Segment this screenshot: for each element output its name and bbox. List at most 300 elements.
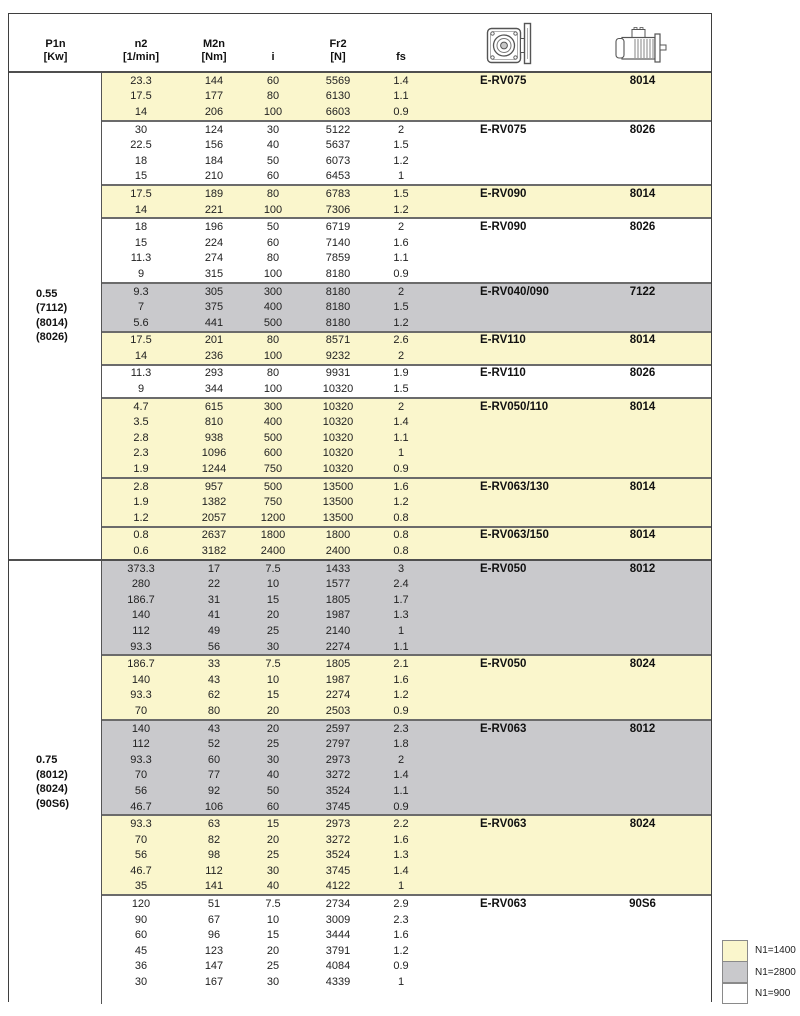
i-cell: 80 [266, 90, 280, 103]
fr2-cell: 3524 [325, 784, 351, 797]
i-cell: 20 [266, 609, 280, 622]
n2-cell: 45 [134, 944, 148, 957]
i-cell: 100 [263, 383, 283, 396]
m2n-cell: 1382 [201, 496, 227, 509]
motor-cell: 8014 [629, 480, 656, 493]
table-row [102, 479, 711, 495]
p1n-label-line: 0.75 [36, 754, 58, 767]
n2-cell: 90 [134, 913, 148, 926]
i-cell: 25 [266, 738, 280, 751]
table-row [102, 137, 711, 153]
model-cell: E-RV063 [480, 722, 527, 735]
motor-cell: 8024 [629, 818, 656, 831]
model-cell: E-RV075 [480, 74, 527, 87]
fs-cell: 2.3 [393, 722, 409, 735]
i-cell: 80 [266, 367, 280, 380]
n2-cell: 140 [131, 722, 151, 735]
table-row [102, 543, 711, 559]
m2n-cell: 375 [204, 301, 224, 314]
m2n-cell: 144 [204, 74, 224, 87]
table-row [102, 73, 711, 89]
table-row [102, 927, 711, 943]
n2-cell: 17.5 [130, 187, 152, 200]
i-cell: 500 [263, 431, 283, 444]
n2-cell: 1.9 [133, 463, 149, 476]
fr2-cell: 6073 [325, 154, 351, 167]
fr2-cell: 6453 [325, 170, 351, 183]
motor-cell: 8026 [629, 367, 656, 380]
section-data-area [102, 561, 711, 1004]
m2n-cell: 98 [207, 849, 221, 862]
column-header-p1n [9, 38, 102, 71]
fs-cell: 1.3 [393, 609, 409, 622]
fr2-cell: 9931 [325, 367, 351, 380]
electric-motor-icon [615, 27, 667, 63]
legend-label: N1=900 [755, 988, 791, 1000]
m2n-cell: 67 [207, 913, 221, 926]
n2-cell: 15 [134, 170, 148, 183]
fs-cell: 1 [397, 880, 405, 893]
column-header-n2 [102, 38, 180, 71]
ratio-group [102, 364, 711, 397]
table-row [102, 284, 711, 300]
column-header-fr2-name: Fr2 [329, 38, 347, 50]
table-row [102, 736, 711, 752]
table-row [102, 848, 711, 864]
n2-cell: 15 [134, 236, 148, 249]
i-cell: 300 [263, 400, 283, 413]
fs-cell: 1.6 [393, 480, 409, 493]
fr2-cell: 3745 [325, 800, 351, 813]
fs-cell: 0.8 [393, 545, 409, 558]
i-cell: 50 [266, 221, 280, 234]
table-row [102, 89, 711, 105]
i-cell: 7.5 [265, 898, 281, 911]
m2n-cell: 123 [204, 944, 224, 957]
column-header-fs [378, 51, 424, 71]
i-cell: 100 [263, 267, 283, 280]
m2n-cell: 156 [204, 139, 224, 152]
fr2-cell: 1987 [325, 609, 351, 622]
table-row [102, 153, 711, 169]
table-row [102, 688, 711, 704]
legend-label: N1=2800 [755, 966, 796, 978]
speed-color-legend [722, 940, 796, 1005]
column-header-p1n-name: P1n [45, 38, 66, 50]
n2-cell: 373.3 [127, 562, 155, 575]
legend-label: N1=1400 [755, 945, 796, 957]
m2n-cell: 33 [207, 658, 221, 671]
m2n-cell: 184 [204, 154, 224, 167]
ratio-group [102, 814, 711, 894]
table-row [102, 381, 711, 397]
model-cell: E-RV090 [480, 187, 527, 200]
table-row [102, 104, 711, 120]
i-cell: 20 [266, 704, 280, 717]
fs-cell: 0.9 [393, 463, 409, 476]
section-data-area [102, 73, 711, 559]
fr2-cell: 8180 [325, 301, 351, 314]
table-header [9, 14, 711, 73]
fs-cell: 1.5 [393, 383, 409, 396]
table-row [102, 528, 711, 544]
table-row [102, 561, 711, 577]
fr2-cell: 13500 [322, 511, 354, 524]
i-cell: 30 [266, 123, 280, 136]
fs-cell: 2 [397, 123, 405, 136]
table-row [102, 896, 711, 912]
i-cell: 10 [266, 673, 280, 686]
model-cell: E-RV063 [480, 818, 527, 831]
model-cell: E-RV075 [480, 123, 527, 136]
fs-cell: 2.3 [393, 913, 409, 926]
m2n-cell: 236 [204, 349, 224, 362]
table-row [102, 186, 711, 202]
p1n-cell [9, 73, 102, 559]
p1n-section [9, 73, 711, 559]
n2-cell: 35 [134, 880, 148, 893]
i-cell: 100 [263, 105, 283, 118]
fs-cell: 1.2 [393, 944, 409, 957]
m2n-cell: 274 [204, 252, 224, 265]
table-row [102, 399, 711, 415]
fr2-cell: 2503 [325, 704, 351, 717]
m2n-cell: 206 [204, 105, 224, 118]
m2n-cell: 210 [204, 170, 224, 183]
m2n-cell: 49 [207, 624, 221, 637]
legend-swatch [722, 961, 748, 983]
fr2-cell: 3745 [325, 864, 351, 877]
table-row [102, 576, 711, 592]
ratio-group [102, 331, 711, 364]
i-cell: 25 [266, 849, 280, 862]
column-header-fr2-unit: [N] [330, 51, 346, 63]
i-cell: 1200 [260, 511, 286, 524]
p1n-label [9, 753, 69, 811]
p1n-label-line: (8024) [36, 783, 68, 796]
fr2-cell: 8180 [325, 316, 351, 329]
table-row [102, 235, 711, 251]
m2n-cell: 22 [207, 578, 221, 591]
m2n-cell: 1244 [201, 463, 227, 476]
fr2-cell: 1987 [325, 673, 351, 686]
i-cell: 300 [263, 285, 283, 298]
ratio-group [102, 477, 711, 526]
fs-cell: 1.6 [393, 673, 409, 686]
m2n-cell: 1096 [201, 447, 227, 460]
table-row [102, 768, 711, 784]
fs-cell: 1.4 [393, 416, 409, 429]
n2-cell: 1.2 [133, 511, 149, 524]
p1n-section [9, 559, 711, 1004]
m2n-cell: 221 [204, 203, 224, 216]
fs-cell: 2 [397, 400, 405, 413]
table-row [102, 656, 711, 672]
fr2-cell: 2274 [325, 689, 351, 702]
n2-cell: 18 [134, 221, 148, 234]
n2-cell: 14 [134, 349, 148, 362]
table-row [102, 202, 711, 218]
n2-cell: 56 [134, 784, 148, 797]
m2n-cell: 51 [207, 898, 221, 911]
i-cell: 10 [266, 578, 280, 591]
ratio-group [102, 561, 711, 655]
table-row [102, 816, 711, 832]
m2n-cell: 141 [204, 880, 224, 893]
m2n-cell: 82 [207, 833, 221, 846]
m2n-cell: 315 [204, 267, 224, 280]
table-row [102, 721, 711, 737]
fr2-cell: 10320 [322, 400, 354, 413]
i-cell: 750 [263, 463, 283, 476]
m2n-cell: 63 [207, 818, 221, 831]
n2-cell: 93.3 [130, 818, 152, 831]
i-cell: 50 [266, 154, 280, 167]
i-cell: 7.5 [265, 562, 281, 575]
n2-cell: 60 [134, 929, 148, 942]
i-cell: 15 [266, 929, 280, 942]
fs-cell: 0.8 [393, 529, 409, 542]
n2-cell: 140 [131, 673, 151, 686]
column-header-n2-unit: [1/min] [122, 51, 160, 63]
n2-cell: 9 [137, 383, 145, 396]
table-row [102, 863, 711, 879]
i-cell: 750 [263, 496, 283, 509]
m2n-cell: 2057 [201, 511, 227, 524]
fr2-cell: 5569 [325, 74, 351, 87]
i-cell: 400 [263, 301, 283, 314]
m2n-cell: 293 [204, 367, 224, 380]
m2n-cell: 177 [204, 90, 224, 103]
table-row [102, 494, 711, 510]
i-cell: 20 [266, 944, 280, 957]
n2-cell: 93.3 [130, 753, 152, 766]
fr2-cell: 3272 [325, 833, 351, 846]
n2-cell: 2.3 [133, 447, 149, 460]
m2n-cell: 56 [207, 640, 221, 653]
gearmotor-spec-table [8, 13, 712, 1002]
motor-cell: 8012 [629, 722, 656, 735]
i-cell: 100 [263, 349, 283, 362]
n2-cell: 120 [131, 898, 151, 911]
fs-cell: 1.6 [393, 929, 409, 942]
model-cell: E-RV063/150 [480, 529, 549, 542]
legend-row [722, 940, 796, 962]
n2-cell: 14 [134, 105, 148, 118]
m2n-cell: 3182 [201, 545, 227, 558]
i-cell: 400 [263, 416, 283, 429]
i-cell: 2400 [260, 545, 286, 558]
fr2-cell: 10320 [322, 431, 354, 444]
i-cell: 20 [266, 722, 280, 735]
column-header-fr2 [298, 38, 378, 71]
table-row [102, 608, 711, 624]
m2n-cell: 810 [204, 416, 224, 429]
motor-cell: 8012 [629, 562, 656, 575]
motor-cell: 8014 [629, 334, 656, 347]
fr2-cell: 9232 [325, 349, 351, 362]
fs-cell: 1.3 [393, 849, 409, 862]
fr2-cell: 7306 [325, 203, 351, 216]
i-cell: 15 [266, 593, 280, 606]
fs-cell: 2.9 [393, 898, 409, 911]
m2n-cell: 615 [204, 400, 224, 413]
fs-cell: 1.5 [393, 301, 409, 314]
worm-gearbox-icon [486, 20, 536, 66]
n2-cell: 4.7 [133, 400, 149, 413]
m2n-cell: 62 [207, 689, 221, 702]
p1n-label-line: (8026) [36, 331, 68, 344]
column-header-i [248, 51, 298, 71]
fr2-cell: 6719 [325, 221, 351, 234]
i-cell: 80 [266, 187, 280, 200]
fr2-cell: 3444 [325, 929, 351, 942]
table-row [102, 461, 711, 477]
motor-cell: 7122 [629, 285, 656, 298]
table-row [102, 592, 711, 608]
fr2-cell: 2597 [325, 722, 351, 735]
fs-cell: 0.8 [393, 511, 409, 524]
n2-cell: 2.8 [133, 480, 149, 493]
m2n-cell: 43 [207, 722, 221, 735]
n2-cell: 186.7 [127, 658, 155, 671]
column-header-m2n-name: M2n [203, 38, 225, 50]
i-cell: 30 [266, 753, 280, 766]
fs-cell: 2 [397, 753, 405, 766]
fr2-cell: 7140 [325, 236, 351, 249]
fs-cell: 2.1 [393, 658, 409, 671]
table-row [102, 959, 711, 975]
fs-cell: 1.1 [393, 90, 409, 103]
motor-cell: 8026 [629, 123, 656, 136]
ratio-group [102, 654, 711, 718]
m2n-cell: 80 [207, 704, 221, 717]
i-cell: 60 [266, 170, 280, 183]
i-cell: 15 [266, 689, 280, 702]
m2n-cell: 224 [204, 236, 224, 249]
n2-cell: 36 [134, 960, 148, 973]
m2n-cell: 938 [204, 431, 224, 444]
motor-cell: 8026 [629, 221, 656, 234]
motor-cell: 8014 [629, 187, 656, 200]
table-row [102, 266, 711, 282]
n2-cell: 70 [134, 833, 148, 846]
fr2-cell: 1433 [325, 562, 351, 575]
table-row [102, 333, 711, 349]
fr2-cell: 8571 [325, 334, 351, 347]
column-header-m2n [180, 38, 248, 71]
p1n-label-line: 0.55 [36, 287, 58, 300]
ratio-group [102, 184, 711, 217]
n2-cell: 2.8 [133, 431, 149, 444]
fr2-cell: 8180 [325, 285, 351, 298]
fr2-cell: 2797 [325, 738, 351, 751]
fs-cell: 1.1 [393, 431, 409, 444]
n2-cell: 7 [137, 301, 145, 314]
n2-cell: 70 [134, 704, 148, 717]
fs-cell: 1.4 [393, 769, 409, 782]
fs-cell: 2 [397, 221, 405, 234]
table-row [102, 446, 711, 462]
n2-cell: 5.6 [133, 316, 149, 329]
i-cell: 40 [266, 139, 280, 152]
fs-cell: 2.4 [393, 578, 409, 591]
i-cell: 60 [266, 74, 280, 87]
i-cell: 30 [266, 640, 280, 653]
table-row [102, 623, 711, 639]
m2n-cell: 77 [207, 769, 221, 782]
table-row [102, 414, 711, 430]
fr2-cell: 2400 [325, 545, 351, 558]
m2n-cell: 305 [204, 285, 224, 298]
table-row [102, 251, 711, 267]
i-cell: 60 [266, 236, 280, 249]
ratio-group [102, 894, 711, 1004]
n2-cell: 0.6 [133, 545, 149, 558]
model-cell: E-RV050 [480, 658, 527, 671]
table-row [102, 122, 711, 138]
table-row [102, 219, 711, 235]
column-header-m2n-unit: [Nm] [201, 51, 227, 63]
legend-swatch [722, 940, 748, 962]
i-cell: 15 [266, 818, 280, 831]
table-row [102, 974, 711, 990]
fs-cell: 1.1 [393, 784, 409, 797]
fr2-cell: 10320 [322, 416, 354, 429]
fr2-cell: 3272 [325, 769, 351, 782]
fr2-cell: 13500 [322, 496, 354, 509]
m2n-cell: 167 [204, 976, 224, 989]
table-row [102, 879, 711, 895]
i-cell: 30 [266, 976, 280, 989]
table-row [102, 366, 711, 382]
m2n-cell: 189 [204, 187, 224, 200]
p1n-label-line: (90S6) [36, 797, 70, 810]
fs-cell: 1.2 [393, 154, 409, 167]
fr2-cell: 2274 [325, 640, 351, 653]
fs-cell: 1.5 [393, 139, 409, 152]
i-cell: 1800 [260, 529, 286, 542]
n2-cell: 70 [134, 769, 148, 782]
i-cell: 500 [263, 480, 283, 493]
legend-swatch [722, 983, 748, 1005]
m2n-cell: 201 [204, 334, 224, 347]
n2-cell: 1.9 [133, 496, 149, 509]
i-cell: 10 [266, 913, 280, 926]
model-cell: E-RV050 [480, 562, 527, 575]
fr2-cell: 6130 [325, 90, 351, 103]
table-row [102, 315, 711, 331]
fr2-cell: 1800 [325, 529, 351, 542]
fr2-cell: 5122 [325, 123, 351, 136]
i-cell: 25 [266, 624, 280, 637]
m2n-cell: 17 [207, 562, 221, 575]
model-cell: E-RV110 [480, 367, 526, 380]
table-row [102, 752, 711, 768]
column-header-n2-name: n2 [134, 38, 148, 50]
fr2-cell: 2973 [325, 818, 351, 831]
i-cell: 60 [266, 800, 280, 813]
fr2-cell: 5637 [325, 139, 351, 152]
fs-cell: 2 [397, 349, 405, 362]
n2-cell: 11.3 [130, 252, 152, 265]
table-row [102, 783, 711, 799]
fr2-cell: 3009 [325, 913, 351, 926]
table-row [102, 799, 711, 815]
fs-cell: 1 [397, 170, 405, 183]
table-row [102, 943, 711, 959]
n2-cell: 46.7 [130, 800, 152, 813]
